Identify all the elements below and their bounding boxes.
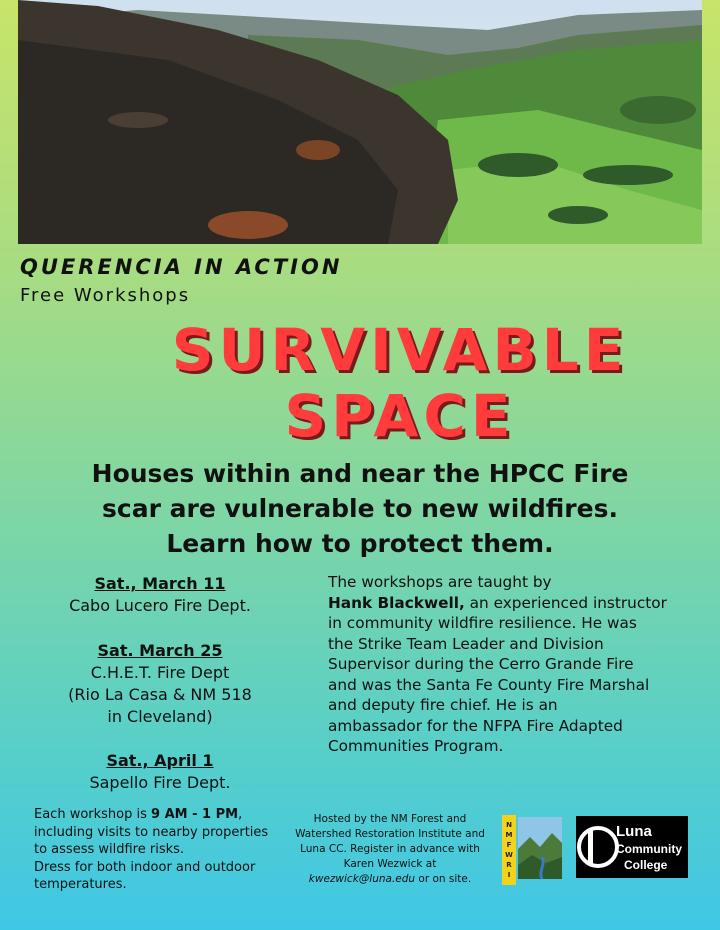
details-line: to assess wildfire risks. [34, 842, 185, 857]
luna-line-2: Community [616, 842, 682, 856]
svg-text:N: N [506, 821, 512, 829]
workshop-location: Sapello Fire Dept. [89, 773, 231, 792]
bio-line: Communities Program. [328, 737, 504, 755]
bio-line: Hank Blackwell, an experienced instructor [328, 593, 667, 612]
workshop-location: (Rio La Casa & NM 518 [68, 685, 252, 704]
workshop-date: Sat., April 1 [106, 751, 214, 770]
details-line: Each workshop is 9 AM - 1 PM, [34, 807, 243, 822]
bio-line: the Strike Team Leader and Division [328, 634, 604, 653]
lead-line: Houses within and near the HPCC Fire [91, 459, 629, 488]
hosted-by [285, 812, 495, 887]
svg-text:M: M [505, 831, 513, 839]
details-line: temperatures. [34, 877, 127, 892]
bio-line: and deputy fire chief. He is an [328, 696, 558, 714]
bio-line: The workshops are taught by [328, 573, 552, 591]
workshop-3 [20, 750, 300, 794]
hosted-line: Luna CC. Register in advance with [300, 843, 480, 855]
bio-line: ambassador for the NFPA Fire Adapted [328, 716, 623, 735]
workshop-1 [20, 573, 300, 617]
title-line-1: SURVIVABLE [171, 316, 629, 384]
lead-line: scar are vulnerable to new wildfires. [102, 494, 618, 523]
lead-line: Learn how to protect them. [166, 529, 554, 558]
title-line-2: SPACE [284, 382, 516, 450]
luna-line-3: College [624, 858, 668, 872]
workshop-2 [20, 640, 300, 728]
svg-text:W: W [505, 851, 513, 859]
nmfwri-logo [502, 815, 564, 885]
workshop-time: 9 AM - 1 PM [151, 807, 239, 822]
bio-line: Supervisor during the Cerro Grande Fire [328, 655, 634, 673]
hosted-line: kwezwick@luna.edu or on site. [308, 873, 472, 885]
details-line: including visits to nearby properties [34, 824, 269, 840]
hosted-line: Karen Wezwick at [343, 858, 437, 870]
hosted-line: Watershed Restoration Institute and [295, 828, 485, 840]
svg-text:I: I [507, 871, 511, 879]
svg-text:R: R [506, 861, 512, 869]
svg-text:F: F [506, 841, 512, 849]
instructor-name: Hank Blackwell, [328, 593, 465, 612]
contact-email[interactable]: kwezwick@luna.edu [308, 873, 416, 885]
workshop-location: C.H.E.T. Fire Dept [90, 663, 230, 682]
workshop-location: Cabo Lucero Fire Dept. [69, 596, 251, 615]
instructor-bio [328, 572, 708, 757]
workshop-date: Sat. March 25 [97, 641, 223, 660]
series-subheading: Free Workshops [20, 285, 191, 306]
hosted-line: Hosted by the NM Forest and [313, 813, 467, 825]
details-line: Dress for both indoor and outdoor [34, 859, 256, 875]
hero-landscape-photo [18, 0, 702, 244]
workshop-details [34, 806, 294, 894]
series-heading: QUERENCIA IN ACTION [20, 255, 343, 279]
lead-text [20, 456, 700, 561]
luna-line-1: Luna [616, 823, 652, 840]
bio-line: in community wildfire resilience. He was [328, 614, 637, 632]
bio-line: and was the Santa Fe County Fire Marshal [328, 675, 650, 694]
workshop-date: Sat., March 11 [94, 574, 226, 593]
luna-cc-logo [576, 816, 688, 878]
workshop-location: in Cleveland) [107, 707, 213, 726]
